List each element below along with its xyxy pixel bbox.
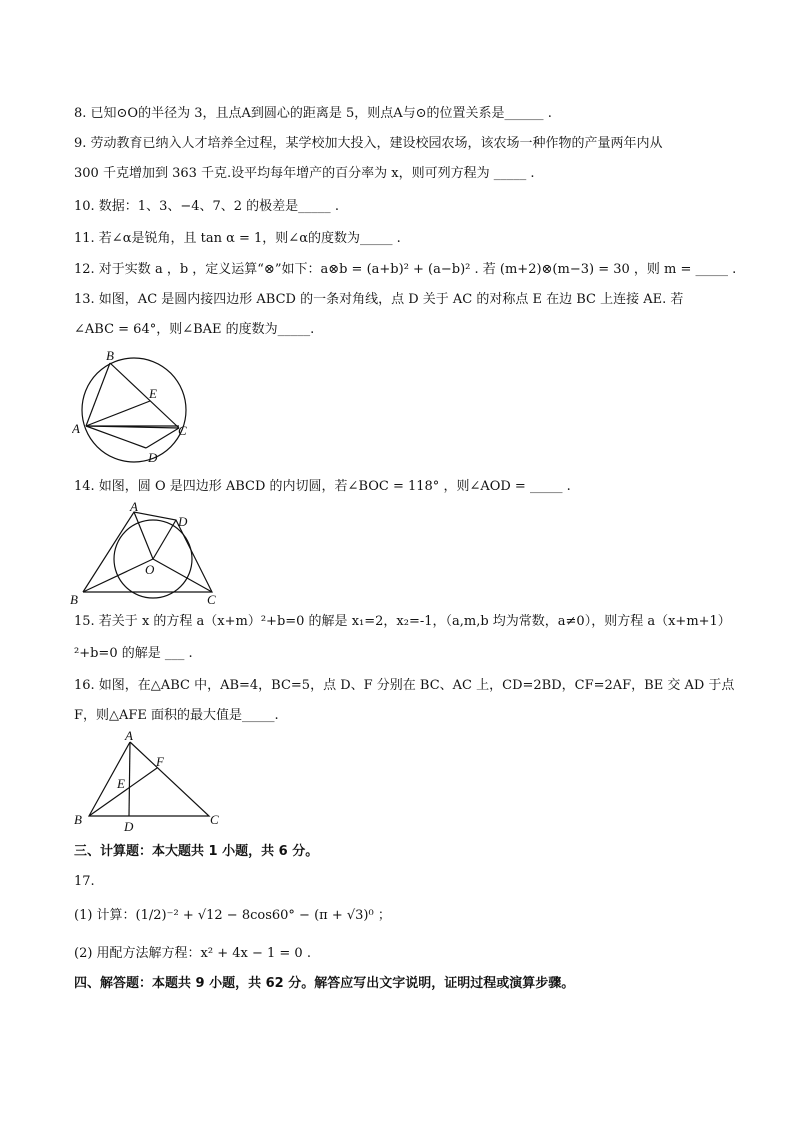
label-f: F [156,754,164,769]
question-11: 11. 若∠α是锐角，且 tan α = 1，则∠α的度数为_____ . [74,231,401,246]
label-a: A [125,728,133,743]
figure-16-triangle [70,728,230,834]
label-d: D [124,819,134,834]
segment-ad [129,742,130,816]
question-8: 8. 已知⊙O的半径为 3，且点A到圆心的距离是 5，则点A与⊙的位置关系是______ . [74,106,552,121]
question-13-line-2: ∠ABC = 64°，则∠BAE 的度数为_____. [74,322,315,337]
question-17-part-2: (2) 用配方法解方程：x² + 4x − 1 = 0 . [74,946,311,961]
segment-bc [110,363,179,428]
label-b: B [74,812,82,827]
label-c: C [210,812,219,827]
question-17-number: 17. [74,874,95,889]
section-4-heading: 四、解答题：本题共 9 小题，共 62 分。解答应写出文字说明，证明过程或演算步骤。 [74,976,575,991]
question-15-line-2: ²+b=0 的解是 ___ . [74,646,193,661]
label-c: C [207,592,216,607]
question-16-line-1: 16. 如图，在△ABC 中，AB=4，BC=5，点 D、F 分别在 BC、AC 上，CD=2BD，CF=2AF，BE 交 AD 于点 [74,678,735,693]
label-o: O [145,562,155,577]
question-17-part-1: (1) 计算：(1/2)⁻² + √12 − 8cos60° − (π + √3)⁰ ； [74,908,391,923]
figure-14-tangential-quadrilateral [70,500,230,608]
figure-13-cyclic-quadrilateral [72,346,202,468]
section-3-heading: 三、计算题：本大题共 1 小题，共 6 分。 [74,844,319,859]
segment-dc [146,428,179,448]
question-15-line-1: 15. 若关于 x 的方程 a（x+m）²+b=0 的解是 x₁=2，x₂=-1，（a,m,b 均为常数，a≠0），则方程 a（x+m+1） [74,614,731,629]
label-a: A [130,500,138,514]
triangle-abc [89,742,209,816]
quadrilateral-abcd [83,512,212,592]
label-b: B [70,592,78,607]
label-e: E [149,386,157,401]
circle [82,358,186,462]
question-14: 14. 如图，圆 O 是四边形 ABCD 的内切圆，若∠BOC = 118° ，则∠AOD = _____ . [74,479,571,494]
question-10: 10. 数据：1、3、−4、7、2 的极差是_____ . [74,199,339,214]
segment-ao [134,512,153,559]
label-d: D [148,450,158,465]
question-16-line-2: F，则△AFE 面积的最大值是_____. [74,708,279,723]
question-13-line-1: 13. 如图，AC 是圆内接四边形 ABCD 的一条对角线，点 D 关于 AC 的对称点 E 在边 BC 上连接 AE. 若 [74,292,684,307]
label-c: C [178,423,187,438]
question-12: 12. 对于实数 a ，b ，定义运算“⊗”如下：a⊗b = (a+b)² + (a−b)² . 若 (m+2)⊗(m−3) = 30 ，则 m = _____ . [74,262,737,277]
question-9-line-1: 9. 劳动教育已纳入人才培养全过程，某学校加大投入，建设校园农场，该农场一种作物的产量两年内从 [74,136,663,151]
label-a: A [72,421,80,436]
question-9-line-2: 300 千克增加到 363 千克.设平均每年增产的百分率为 x，则可列方程为 _____ . [74,166,535,181]
label-b: B [106,348,114,363]
segment-ae [86,401,150,426]
label-d: D [178,514,188,529]
segment-do [153,520,176,559]
label-e: E [117,776,125,791]
